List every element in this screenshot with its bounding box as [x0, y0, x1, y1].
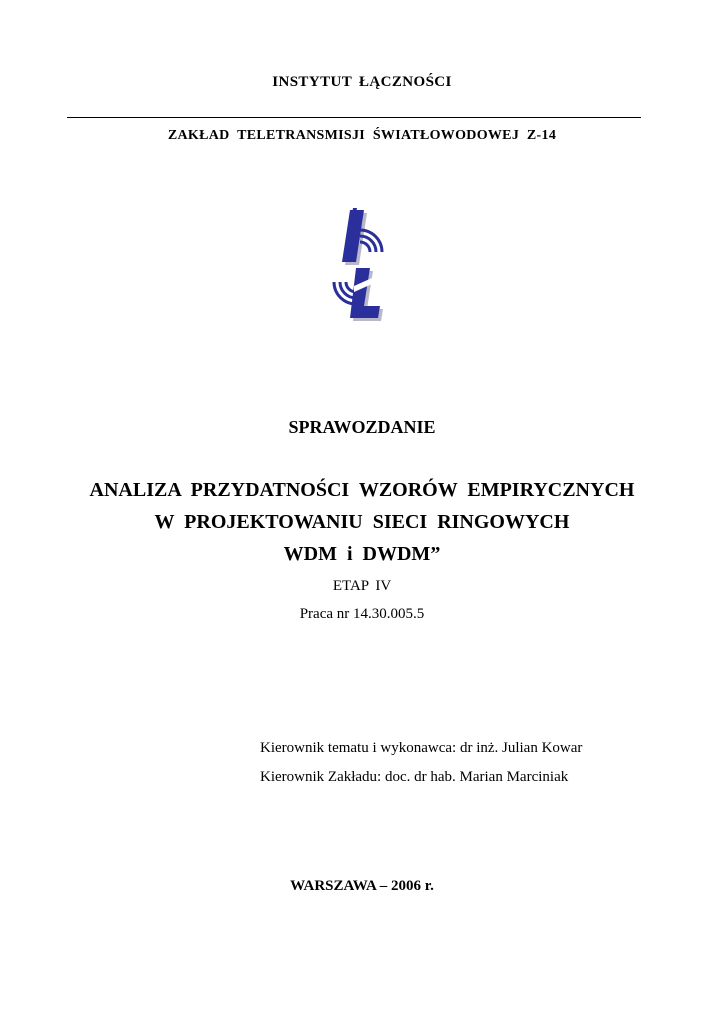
- report-title-line-1: ANALIZA PRZYDATNOŚCI WZORÓW EMPIRYCZNYCH: [89, 479, 635, 501]
- header-divider: [67, 117, 641, 118]
- topic-manager: Kierownik tematu i wykonawca: dr inż. Julian Kowar: [260, 740, 583, 756]
- department-head: Kierownik Zakładu: doc. dr hab. Marian Marciniak: [260, 769, 569, 785]
- report-title-line-2: W PROJEKTOWANIU SIECI RINGOWYCH: [154, 511, 570, 533]
- report-type: SPRAWOZDANIE: [288, 417, 436, 437]
- institute-name: INSTYTUT ŁĄCZNOŚCI: [272, 74, 452, 90]
- report-title-line-3: WDM i DWDM”: [283, 543, 441, 565]
- place-date: WARSZAWA – 2006 r.: [290, 878, 434, 894]
- work-number: Praca nr 14.30.005.5: [299, 606, 425, 622]
- department-name: ZAKŁAD TELETRANSMISJI ŚWIATŁOWODOWEJ Z-14: [167, 128, 557, 143]
- institute-logo-icon: [326, 208, 390, 324]
- report-stage: ETAP IV: [332, 578, 392, 594]
